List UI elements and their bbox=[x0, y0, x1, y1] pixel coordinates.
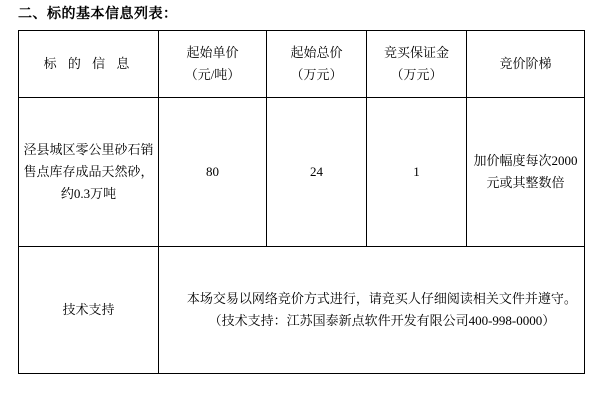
header-subject-line-1: 标 的 信 息 bbox=[43, 56, 134, 71]
cell-total-price: 24 bbox=[267, 98, 367, 247]
header-unit-price-line-2: （元/吨） bbox=[184, 67, 241, 82]
subject-info-table bbox=[18, 30, 585, 374]
header-total-price-line-2: （万元） bbox=[290, 67, 343, 82]
header-deposit-line-2: （万元） bbox=[390, 67, 443, 82]
section-heading: 二、标的基本信息列表： bbox=[18, 7, 178, 22]
support-text-line-2: （技术支持：江苏国泰新点软件开发有限公司400-998-0000） bbox=[208, 313, 556, 328]
cell-support-label: 技术支持 bbox=[19, 247, 159, 374]
cell-bid-ladder: 加价幅度每次2000元或其整数倍 bbox=[467, 98, 585, 247]
cell-subject: 泾县城区零公里砂石销售点库存成品天然砂，约0.3万吨 bbox=[19, 98, 159, 247]
cell-deposit: 1 bbox=[367, 98, 467, 247]
technical-support-row bbox=[19, 247, 585, 374]
header-cell-unit-price bbox=[159, 31, 267, 98]
table-row bbox=[19, 98, 585, 247]
table-header-row bbox=[19, 31, 585, 98]
header-total-price-line-1: 起始总价 bbox=[290, 45, 343, 60]
header-deposit-line-1: 竞买保证金 bbox=[383, 45, 449, 60]
support-text-line-1: 本场交易以网络竞价方式进行，请竞买人仔细阅读相关文件并遵守。 bbox=[186, 291, 577, 306]
header-cell-total-price bbox=[267, 31, 367, 98]
header-cell-subject bbox=[19, 31, 159, 98]
header-bid-ladder-line-1: 竞价阶梯 bbox=[499, 56, 552, 71]
cell-support-text bbox=[159, 247, 585, 374]
header-cell-deposit bbox=[367, 31, 467, 98]
header-unit-price-line-1: 起始单价 bbox=[186, 45, 239, 60]
cell-unit-price: 80 bbox=[159, 98, 267, 247]
header-cell-bid-ladder bbox=[467, 31, 585, 98]
